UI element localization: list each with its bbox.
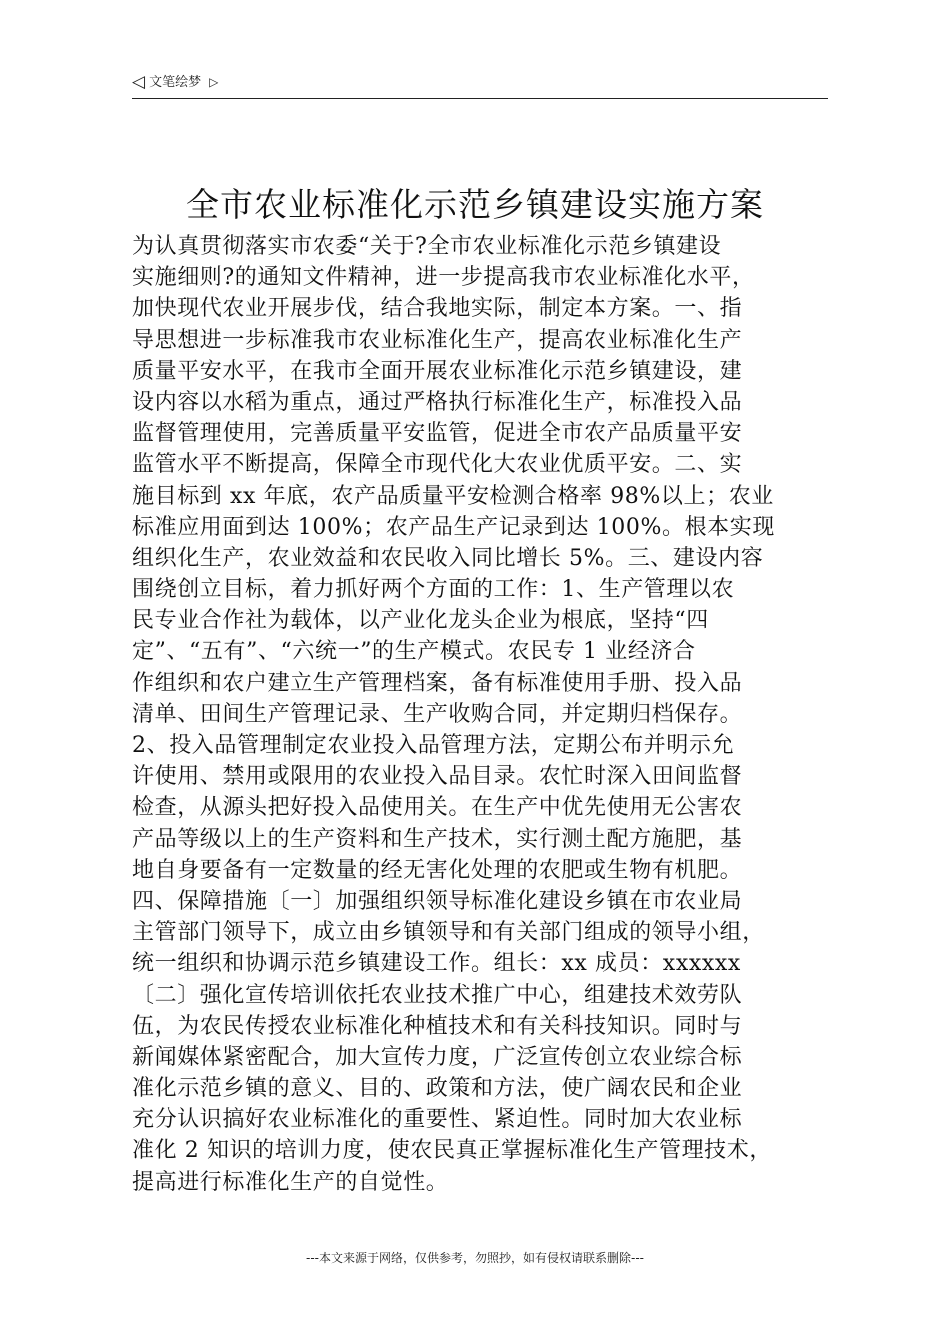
body-line: 设内容以水稻为重点，通过严格执行标准化生产，标准投入品 (132, 389, 743, 415)
body-line: 作组织和农户建立生产管理档案，备有标准使用手册、投入品 (132, 670, 743, 696)
body-line: 质量平安水平，在我市全面开展农业标准化示范乡镇建设，建 (132, 358, 743, 384)
body-line: 主管部门领导下，成立由乡镇领导和有关部门组成的领导小组， (132, 920, 765, 946)
body-line: 产品等级以上的生产资料和生产技术，实行测土配方施肥，基 (132, 826, 743, 852)
body-line: 准化示范乡镇的意义、目的、政策和方法，使广阔农民和企业 (132, 1076, 743, 1102)
body-line: 导思想进一步标准我市农业标准化生产，提高农业标准化生产 (132, 327, 743, 353)
body-line: 监督管理使用，完善质量平安监管，促进全市农产品质量平安 (132, 421, 743, 447)
right-triangle-icon: ▷ (209, 75, 219, 89)
body-line: 加快现代农业开展步伐，结合我地实际，制定本方案。一、指 (132, 296, 743, 322)
body-line: 组织化生产，农业效益和农民收入同比增长 5%。三、建设内容 (132, 545, 764, 571)
body-line: 定”、“五有”、“六统一”的生产模式。农民专 1 业经济合 (132, 639, 696, 665)
document-body (132, 231, 832, 1198)
document-title: 全市农业标准化示范乡镇建设实施方案 (186, 185, 764, 224)
body-line: 地自身要备有一定数量的经无害化处理的农肥或生物有机肥。 (132, 857, 743, 883)
brand-name: 文笔绘梦 (149, 75, 202, 90)
body-line: 民专业合作社为载体，以产业化龙头企业为根底，坚持“四 (132, 608, 709, 634)
body-line: 围绕创立目标，着力抓好两个方面的工作：1、生产管理以农 (132, 577, 735, 603)
footer-notice: ---本文来源于网络，仅供参考，勿照抄，如有侵权请联系删除--- (306, 1251, 644, 1265)
body-line: 提高进行标准化生产的自觉性。 (132, 1169, 449, 1195)
body-line: 清单、田间生产管理记录、生产收购合同，并定期归档保存。 (132, 701, 743, 727)
body-line: 四、保障措施〔一〕加强组织领导标准化建设乡镇在市农业局 (132, 888, 743, 914)
body-line: 施目标到 xx 年底，农产品质量平安检测合格率 98%以上；农业 (132, 483, 774, 509)
body-line: 〔二〕强化宣传培训依托农业技术推广中心，组建技术效劳队 (132, 982, 743, 1008)
body-line: 实施细则?的通知文件精神，进一步提高我市农业标准化水平， (132, 265, 755, 291)
body-line: 充分认识搞好农业标准化的重要性、紧迫性。同时加大农业标 (132, 1107, 743, 1133)
body-line: 标准应用面到达 100%；农产品生产记录到达 100%。根本实现 (132, 514, 775, 540)
body-line: 伍，为农民传授农业标准化种植技术和有关科技知识。同时与 (132, 1013, 743, 1039)
body-line: 准化 2 知识的培训力度，使农民真正掌握标准化生产管理技术， (132, 1138, 772, 1164)
left-triangle-icon: ◁ (132, 72, 146, 92)
body-line: 为认真贯彻落实市农委“关于?全市农业标准化示范乡镇建设 (132, 234, 722, 259)
body-line: 2、投入品管理制定农业投入品管理方法，定期公布并明示允 (132, 733, 735, 758)
body-line: 检查，从源头把好投入品使用关。在生产中优先使用无公害农 (132, 795, 743, 821)
body-line: 新闻媒体紧密配合，加大宣传力度，广泛宣传创立农业综合标 (132, 1044, 743, 1070)
body-line: 统一组织和协调示范乡镇建设工作。组长：xx 成员：xxxxxx (132, 951, 741, 977)
body-line: 监管水平不断提高，保障全市现代化大农业优质平安。二、实 (132, 452, 743, 478)
page-header (132, 74, 828, 99)
body-line: 许使用、禁用或限用的农业投入品目录。农忙时深入田间监督 (132, 764, 743, 790)
